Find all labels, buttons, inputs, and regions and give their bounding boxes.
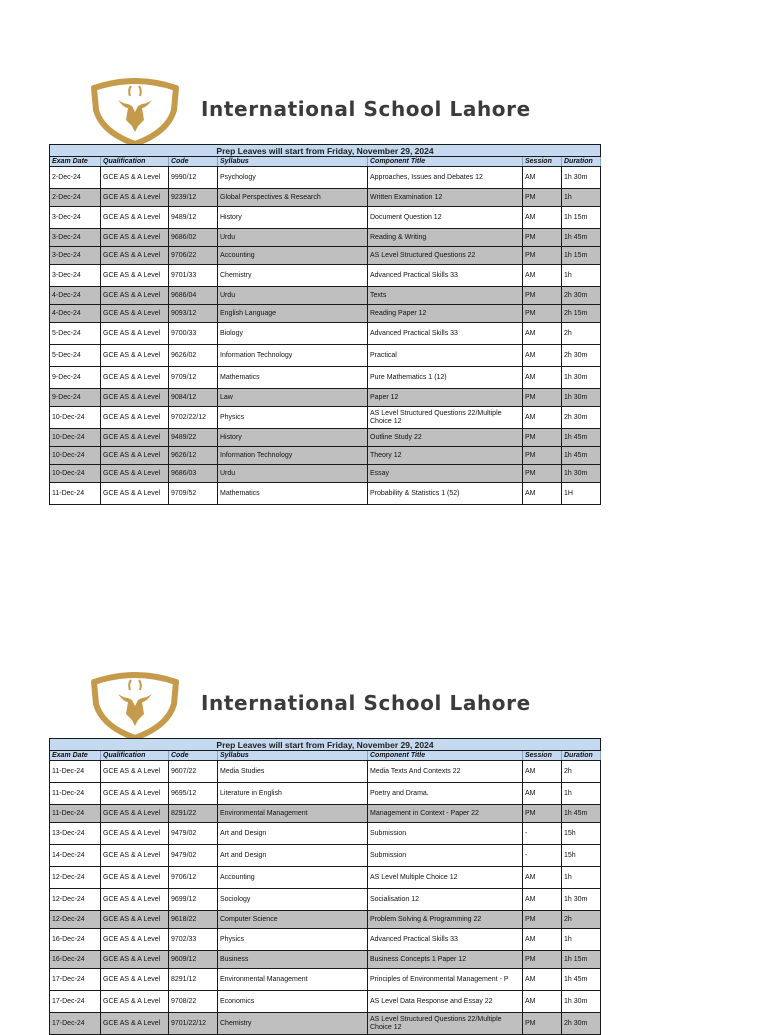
duration-cell: 2h [562, 761, 601, 783]
table-row [50, 805, 601, 823]
qualification-cell: GCE AS & A Level [101, 207, 169, 229]
duration-cell: 1h [562, 867, 601, 889]
component-title-cell: Essay [368, 465, 523, 483]
table-row [50, 229, 601, 247]
syllabus-cell: Chemistry [218, 265, 368, 287]
session-cell: AM [523, 929, 562, 951]
syllabus-cell: Global Perspectives & Research [218, 189, 368, 207]
school-name: International School Lahore [201, 691, 531, 715]
table-row [50, 287, 601, 305]
column-header: Exam Date [50, 157, 101, 167]
exam-date-cell: 11-Dec-24 [50, 783, 101, 805]
code-cell: 9489/22 [169, 429, 218, 447]
syllabus-cell: Media Studies [218, 761, 368, 783]
table-row [50, 867, 601, 889]
qualification-cell: GCE AS & A Level [101, 465, 169, 483]
component-title-cell: Media Texts And Contexts 22 [368, 761, 523, 783]
exam-date-cell: 17-Dec-24 [50, 969, 101, 991]
duration-cell: 1h 30m [562, 167, 601, 189]
exam-date-cell: 3-Dec-24 [50, 229, 101, 247]
code-cell: 9618/22 [169, 911, 218, 929]
table-row [50, 189, 601, 207]
exam-date-cell: 9-Dec-24 [50, 367, 101, 389]
component-title-cell: Submission [368, 823, 523, 845]
qualification-cell: GCE AS & A Level [101, 189, 169, 207]
session-cell: AM [523, 761, 562, 783]
exam-schedule-table [49, 144, 601, 505]
column-header: Duration [562, 751, 601, 761]
table-row [50, 167, 601, 189]
code-cell: 9479/02 [169, 823, 218, 845]
duration-cell: 2h 30m [562, 345, 601, 367]
table-row [50, 389, 601, 407]
session-cell: - [523, 823, 562, 845]
table-row [50, 783, 601, 805]
column-header: Code [169, 751, 218, 761]
qualification-cell: GCE AS & A Level [101, 447, 169, 465]
table-row [50, 483, 601, 505]
qualification-cell: GCE AS & A Level [101, 783, 169, 805]
qualification-cell: GCE AS & A Level [101, 991, 169, 1013]
syllabus-cell: Economics [218, 991, 368, 1013]
syllabus-cell: Business [218, 951, 368, 969]
syllabus-cell: Literature in English [218, 783, 368, 805]
session-cell: PM [523, 1013, 562, 1035]
session-cell: AM [523, 991, 562, 1013]
component-title-cell: Pure Mathematics 1 (12) [368, 367, 523, 389]
syllabus-cell: Mathematics [218, 483, 368, 505]
code-cell: 9702/33 [169, 929, 218, 951]
table-row [50, 305, 601, 323]
exam-date-cell: 17-Dec-24 [50, 991, 101, 1013]
syllabus-cell: Computer Science [218, 911, 368, 929]
session-cell: AM [523, 867, 562, 889]
component-title-cell: Business Concepts 1 Paper 12 [368, 951, 523, 969]
column-header: Component Title [368, 751, 523, 761]
table-row [50, 429, 601, 447]
code-cell: 8291/22 [169, 805, 218, 823]
component-title-cell: Advanced Practical Skills 33 [368, 265, 523, 287]
code-cell: 9990/12 [169, 167, 218, 189]
table-row [50, 969, 601, 991]
exam-date-cell: 4-Dec-24 [50, 287, 101, 305]
syllabus-cell: History [218, 207, 368, 229]
qualification-cell: GCE AS & A Level [101, 951, 169, 969]
exam-date-cell: 3-Dec-24 [50, 247, 101, 265]
exam-date-cell: 10-Dec-24 [50, 429, 101, 447]
code-cell: 9479/02 [169, 845, 218, 867]
code-cell: 9239/12 [169, 189, 218, 207]
duration-cell: 2h [562, 911, 601, 929]
duration-cell: 2h 30m [562, 1013, 601, 1035]
column-header: Qualification [101, 751, 169, 761]
syllabus-cell: Art and Design [218, 845, 368, 867]
shield-logo-icon [88, 78, 182, 146]
session-cell: PM [523, 189, 562, 207]
session-cell: PM [523, 911, 562, 929]
table-row [50, 761, 601, 783]
component-title-cell: Probability & Statistics 1 (52) [368, 483, 523, 505]
exam-date-cell: 12-Dec-24 [50, 911, 101, 929]
exam-date-cell: 3-Dec-24 [50, 265, 101, 287]
syllabus-cell: Chemistry [218, 1013, 368, 1035]
duration-cell: 1h 30m [562, 991, 601, 1013]
exam-date-cell: 10-Dec-24 [50, 447, 101, 465]
component-title-cell: Socialisation 12 [368, 889, 523, 911]
table-row [50, 407, 601, 429]
table-row [50, 323, 601, 345]
qualification-cell: GCE AS & A Level [101, 247, 169, 265]
table-row [50, 951, 601, 969]
exam-date-cell: 2-Dec-24 [50, 189, 101, 207]
qualification-cell: GCE AS & A Level [101, 823, 169, 845]
duration-cell: 1h 45m [562, 969, 601, 991]
qualification-cell: GCE AS & A Level [101, 287, 169, 305]
syllabus-cell: Physics [218, 929, 368, 951]
component-title-cell: Document Question 12 [368, 207, 523, 229]
component-title-cell: AS Level Structured Questions 22/Multiple Choice 12 [368, 407, 523, 429]
code-cell: 9609/12 [169, 951, 218, 969]
session-cell: AM [523, 969, 562, 991]
component-title-cell: Paper 12 [368, 389, 523, 407]
syllabus-cell: Biology [218, 323, 368, 345]
table-row [50, 889, 601, 911]
qualification-cell: GCE AS & A Level [101, 483, 169, 505]
session-cell: PM [523, 247, 562, 265]
table-row [50, 265, 601, 287]
school-name: International School Lahore [201, 97, 531, 121]
code-cell: 9489/12 [169, 207, 218, 229]
exam-date-cell: 11-Dec-24 [50, 761, 101, 783]
session-cell: AM [523, 167, 562, 189]
schedule-page-1 [0, 78, 768, 497]
column-header: Code [169, 157, 218, 167]
qualification-cell: GCE AS & A Level [101, 229, 169, 247]
exam-date-cell: 16-Dec-24 [50, 929, 101, 951]
component-title-cell: Reading & Writing [368, 229, 523, 247]
code-cell: 9706/22 [169, 247, 218, 265]
column-header: Syllabus [218, 751, 368, 761]
qualification-cell: GCE AS & A Level [101, 969, 169, 991]
schedule-title: Prep Leaves will start from Friday, November 29, 2024 [50, 739, 601, 751]
table-row [50, 991, 601, 1013]
session-cell: AM [523, 345, 562, 367]
table-row [50, 207, 601, 229]
session-cell: AM [523, 889, 562, 911]
qualification-cell: GCE AS & A Level [101, 429, 169, 447]
table-row [50, 367, 601, 389]
duration-cell: 1H [562, 483, 601, 505]
column-header: Duration [562, 157, 601, 167]
letterhead [0, 672, 768, 740]
exam-date-cell: 14-Dec-24 [50, 845, 101, 867]
syllabus-cell: Information Technology [218, 447, 368, 465]
session-cell: AM [523, 207, 562, 229]
session-cell: PM [523, 429, 562, 447]
syllabus-cell: Accounting [218, 247, 368, 265]
component-title-cell: AS Level Data Response and Essay 22 [368, 991, 523, 1013]
table-row [50, 447, 601, 465]
session-cell: PM [523, 447, 562, 465]
component-title-cell: Texts [368, 287, 523, 305]
duration-cell: 1h [562, 929, 601, 951]
session-cell: PM [523, 229, 562, 247]
qualification-cell: GCE AS & A Level [101, 845, 169, 867]
duration-cell: 1h 45m [562, 447, 601, 465]
table-row [50, 823, 601, 845]
code-cell: 9626/02 [169, 345, 218, 367]
session-cell: AM [523, 483, 562, 505]
qualification-cell: GCE AS & A Level [101, 323, 169, 345]
component-title-cell: Reading Paper 12 [368, 305, 523, 323]
qualification-cell: GCE AS & A Level [101, 389, 169, 407]
qualification-cell: GCE AS & A Level [101, 167, 169, 189]
duration-cell: 1h 30m [562, 389, 601, 407]
duration-cell: 1h [562, 265, 601, 287]
schedule-page-2 [0, 672, 768, 1031]
session-cell: PM [523, 287, 562, 305]
table-row [50, 929, 601, 951]
session-cell: PM [523, 805, 562, 823]
component-title-cell: Outline Study 22 [368, 429, 523, 447]
syllabus-cell: Psychology [218, 167, 368, 189]
duration-cell: 1h 45m [562, 429, 601, 447]
qualification-cell: GCE AS & A Level [101, 867, 169, 889]
component-title-cell: Theory 12 [368, 447, 523, 465]
syllabus-cell: Environmental Management [218, 805, 368, 823]
session-cell: AM [523, 407, 562, 429]
component-title-cell: Written Examination 12 [368, 189, 523, 207]
session-cell: PM [523, 465, 562, 483]
duration-cell: 1h 30m [562, 465, 601, 483]
table-row [50, 911, 601, 929]
qualification-cell: GCE AS & A Level [101, 407, 169, 429]
component-title-cell: Management in Context - Paper 22 [368, 805, 523, 823]
exam-date-cell: 11-Dec-24 [50, 805, 101, 823]
qualification-cell: GCE AS & A Level [101, 345, 169, 367]
exam-date-cell: 12-Dec-24 [50, 889, 101, 911]
code-cell: 9709/52 [169, 483, 218, 505]
qualification-cell: GCE AS & A Level [101, 265, 169, 287]
component-title-cell: AS Level Structured Questions 22/Multiple Choice 12 [368, 1013, 523, 1035]
exam-date-cell: 5-Dec-24 [50, 323, 101, 345]
column-header: Qualification [101, 157, 169, 167]
syllabus-cell: History [218, 429, 368, 447]
code-cell: 9686/03 [169, 465, 218, 483]
duration-cell: 1h 45m [562, 805, 601, 823]
syllabus-cell: Art and Design [218, 823, 368, 845]
syllabus-cell: Urdu [218, 229, 368, 247]
column-header: Session [523, 157, 562, 167]
code-cell: 9093/12 [169, 305, 218, 323]
syllabus-cell: Accounting [218, 867, 368, 889]
duration-cell: 2h [562, 323, 601, 345]
schedule-title: Prep Leaves will start from Friday, November 29, 2024 [50, 145, 601, 157]
column-header: Session [523, 751, 562, 761]
session-cell: - [523, 845, 562, 867]
code-cell: 9084/12 [169, 389, 218, 407]
exam-date-cell: 2-Dec-24 [50, 167, 101, 189]
code-cell: 9686/04 [169, 287, 218, 305]
shield-logo-icon [88, 672, 182, 740]
syllabus-cell: Law [218, 389, 368, 407]
code-cell: 9701/22/12 [169, 1013, 218, 1035]
table-row [50, 845, 601, 867]
qualification-cell: GCE AS & A Level [101, 805, 169, 823]
letterhead [0, 78, 768, 146]
qualification-cell: GCE AS & A Level [101, 911, 169, 929]
exam-date-cell: 16-Dec-24 [50, 951, 101, 969]
column-header: Syllabus [218, 157, 368, 167]
component-title-cell: Advanced Practical Skills 33 [368, 929, 523, 951]
duration-cell: 2h 30m [562, 407, 601, 429]
component-title-cell: Advanced Practical Skills 33 [368, 323, 523, 345]
code-cell: 8291/12 [169, 969, 218, 991]
qualification-cell: GCE AS & A Level [101, 889, 169, 911]
exam-date-cell: 10-Dec-24 [50, 465, 101, 483]
exam-date-cell: 12-Dec-24 [50, 867, 101, 889]
duration-cell: 15h [562, 823, 601, 845]
component-title-cell: Principles of Environmental Management - P [368, 969, 523, 991]
qualification-cell: GCE AS & A Level [101, 929, 169, 951]
exam-date-cell: 9-Dec-24 [50, 389, 101, 407]
duration-cell: 15h [562, 845, 601, 867]
duration-cell: 1h [562, 189, 601, 207]
code-cell: 9699/12 [169, 889, 218, 911]
syllabus-cell: Mathematics [218, 367, 368, 389]
code-cell: 9607/22 [169, 761, 218, 783]
session-cell: AM [523, 265, 562, 287]
duration-cell: 1h 15m [562, 247, 601, 265]
syllabus-cell: Sociology [218, 889, 368, 911]
syllabus-cell: Urdu [218, 287, 368, 305]
syllabus-cell: Environmental Management [218, 969, 368, 991]
exam-date-cell: 17-Dec-24 [50, 1013, 101, 1035]
exam-schedule-table [49, 738, 601, 1035]
duration-cell: 2h 15m [562, 305, 601, 323]
qualification-cell: GCE AS & A Level [101, 305, 169, 323]
column-header: Exam Date [50, 751, 101, 761]
session-cell: PM [523, 389, 562, 407]
component-title-cell: Submission [368, 845, 523, 867]
session-cell: AM [523, 367, 562, 389]
exam-date-cell: 10-Dec-24 [50, 407, 101, 429]
duration-cell: 1h [562, 783, 601, 805]
component-title-cell: AS Level Structured Questions 22 [368, 247, 523, 265]
code-cell: 9702/22/12 [169, 407, 218, 429]
duration-cell: 1h 15m [562, 207, 601, 229]
duration-cell: 1h 15m [562, 951, 601, 969]
component-title-cell: Problem Solving & Programming 22 [368, 911, 523, 929]
table-row [50, 345, 601, 367]
session-cell: PM [523, 951, 562, 969]
duration-cell: 1h 30m [562, 367, 601, 389]
component-title-cell: Poetry and Drama. [368, 783, 523, 805]
qualification-cell: GCE AS & A Level [101, 367, 169, 389]
session-cell: AM [523, 323, 562, 345]
exam-date-cell: 13-Dec-24 [50, 823, 101, 845]
duration-cell: 1h 45m [562, 229, 601, 247]
component-title-cell: Practical [368, 345, 523, 367]
syllabus-cell: Information Technology [218, 345, 368, 367]
component-title-cell: Approaches, Issues and Debates 12 [368, 167, 523, 189]
code-cell: 9686/02 [169, 229, 218, 247]
syllabus-cell: Urdu [218, 465, 368, 483]
table-row [50, 465, 601, 483]
exam-date-cell: 4-Dec-24 [50, 305, 101, 323]
code-cell: 9706/12 [169, 867, 218, 889]
duration-cell: 1h 30m [562, 889, 601, 911]
exam-date-cell: 3-Dec-24 [50, 207, 101, 229]
qualification-cell: GCE AS & A Level [101, 761, 169, 783]
code-cell: 9701/33 [169, 265, 218, 287]
table-row [50, 247, 601, 265]
session-cell: PM [523, 305, 562, 323]
syllabus-cell: Physics [218, 407, 368, 429]
duration-cell: 2h 30m [562, 287, 601, 305]
exam-date-cell: 11-Dec-24 [50, 483, 101, 505]
column-header: Component Title [368, 157, 523, 167]
code-cell: 9700/33 [169, 323, 218, 345]
code-cell: 9708/22 [169, 991, 218, 1013]
code-cell: 9695/12 [169, 783, 218, 805]
session-cell: AM [523, 783, 562, 805]
code-cell: 9709/12 [169, 367, 218, 389]
qualification-cell: GCE AS & A Level [101, 1013, 169, 1035]
component-title-cell: AS Level Multiple Choice 12 [368, 867, 523, 889]
exam-date-cell: 5-Dec-24 [50, 345, 101, 367]
code-cell: 9626/12 [169, 447, 218, 465]
syllabus-cell: English Language [218, 305, 368, 323]
